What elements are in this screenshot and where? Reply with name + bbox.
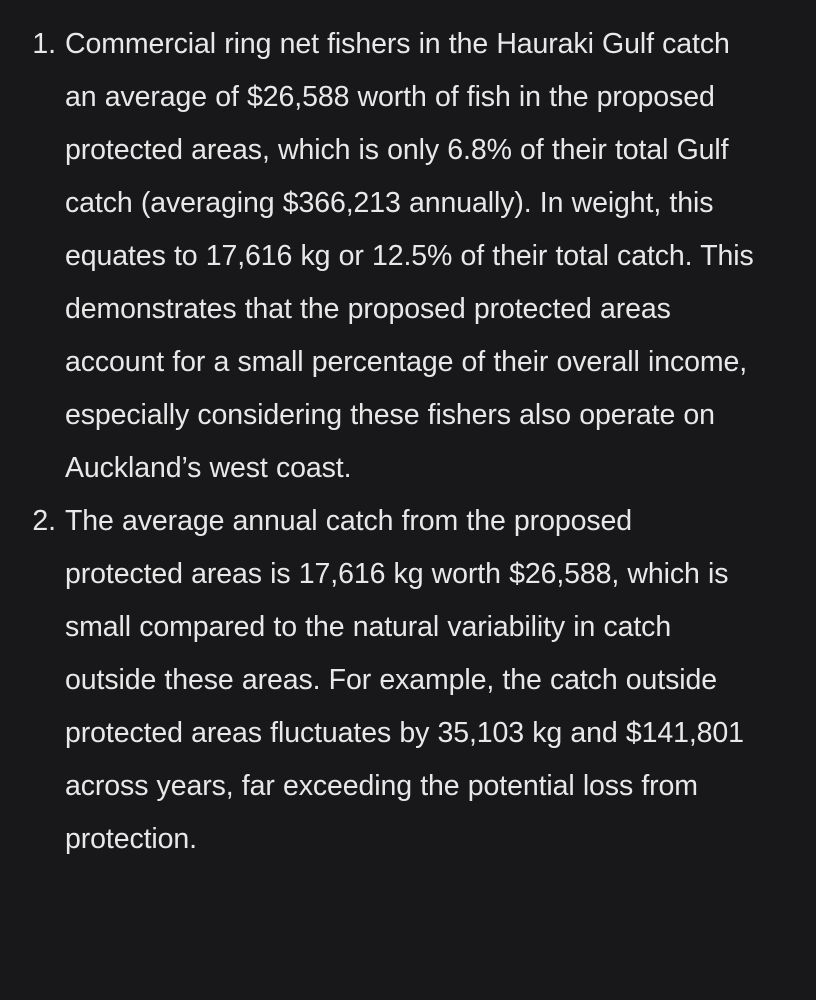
list-item: [26, 495, 758, 866]
list-item-marker: 2.: [32, 505, 56, 537]
list-item-text: Commercial ring net fishers in the Hauraki Gulf catch an average of $26,588 worth of fish in the proposed protected areas, which is only 6.8% of their total Gulf catch (averaging $366,213 annually). In weight, this equates to 17,616 kg or 12.5% of their total catch. This demonstrates that the proposed protected areas account for a small percentage of their overall income, especially considering these fishers also operate on Auckland’s west coast.: [65, 28, 754, 484]
list-item-marker: 1.: [32, 28, 56, 60]
list-item: [26, 18, 758, 495]
numbered-answer-list: [26, 18, 758, 866]
list-item-text: The average annual catch from the proposed protected areas is 17,616 kg worth $26,588, which is small compared to the natural variability in catch outside these areas. For example, the catch outside protected areas fluctuates by 35,103 kg and $141,801 across years, far exceeding the potential loss from protection.: [65, 505, 744, 855]
